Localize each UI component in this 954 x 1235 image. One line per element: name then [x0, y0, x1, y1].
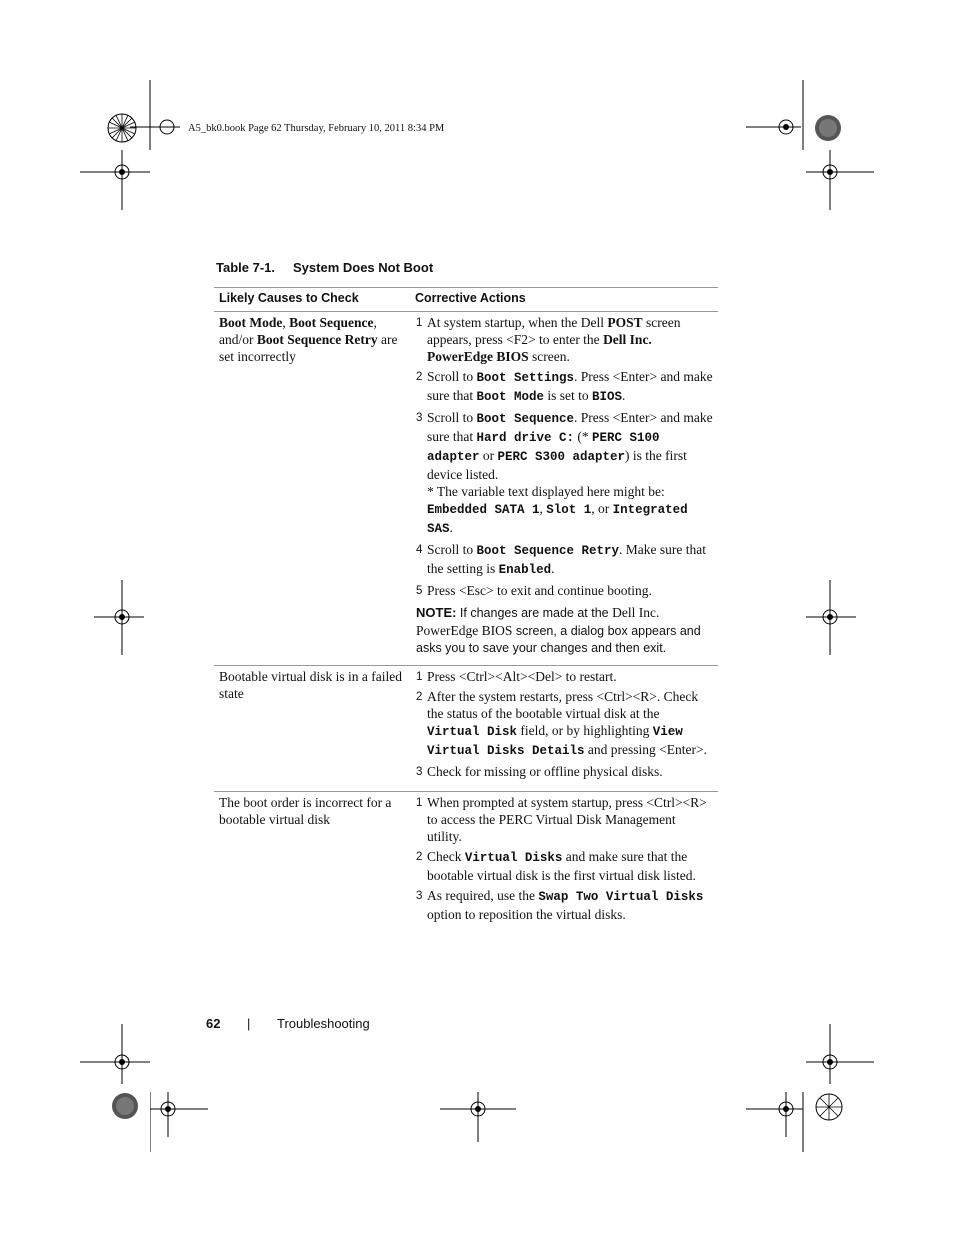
table-row — [214, 312, 718, 666]
step-code: Slot 1 — [546, 503, 592, 517]
step-text: Press <Ctrl><Alt><Del> to restart. — [427, 669, 617, 684]
step-number: 3 — [416, 766, 423, 778]
step-code: Boot Sequence Retry — [476, 544, 620, 558]
step-text: After the system restarts, press <Ctrl><R>. Check the status of the bootable virtual disk at the — [427, 689, 699, 721]
gray-disk-mark-bottom-left — [111, 1092, 139, 1120]
step-code: Virtual Disks — [464, 851, 563, 865]
actions-cell — [410, 792, 718, 935]
step-text: Check — [427, 849, 465, 864]
table-row — [214, 666, 718, 792]
table-caption — [216, 260, 433, 275]
cause-text: , and/or — [219, 315, 377, 347]
cause-cell: Bootable virtual disk is in a failed state — [214, 666, 410, 792]
step-number: 4 — [416, 544, 423, 556]
crosshair-mark-mid-left — [94, 580, 144, 655]
step-text: screen. — [528, 349, 570, 364]
step-text: Dell Inc. PowerEdge BIOS — [427, 332, 652, 364]
step-text: option to reposition the virtual disks. — [427, 907, 626, 922]
list-item — [416, 794, 713, 845]
print-header: A5_bk0.book Page 62 Thursday, February 10, 2011 8:34 PM — [188, 123, 445, 134]
step-number: 5 — [416, 585, 423, 597]
step-text: . — [551, 561, 555, 576]
cause-text: Boot Mode — [219, 315, 283, 330]
cause-text: , — [282, 315, 290, 330]
registration-mark-bottom-right — [746, 1092, 806, 1152]
registration-mark-bottom-left — [150, 1092, 210, 1152]
step-text: . — [449, 520, 453, 535]
step-number: 1 — [416, 317, 423, 329]
header-likely-causes: Likely Causes to Check — [214, 288, 410, 312]
crosshair-mark-mid-right — [806, 580, 856, 655]
step-text: and make sure that the bootable virtual disk is the first virtual disk listed. — [427, 849, 696, 883]
action-steps — [416, 794, 713, 923]
step-number: 1 — [416, 671, 423, 683]
step-text: . Press <Enter> and make sure that — [427, 410, 713, 444]
step-number: 1 — [416, 797, 423, 809]
step-text: ) is the first device listed. — [427, 448, 687, 482]
step-text: or — [479, 448, 498, 463]
note-text: Dell Inc. PowerEdge BIOS — [416, 605, 660, 638]
step-text: Scroll to — [427, 542, 477, 557]
action-steps — [416, 314, 713, 599]
crosshair-mark-bottom-center — [440, 1092, 516, 1142]
step-number: 3 — [416, 890, 423, 902]
step-code: Embedded SATA 1 — [427, 503, 540, 517]
cause-cell — [214, 312, 410, 666]
step-text: At system startup, when the Dell — [427, 315, 608, 330]
step-text: As required, use the — [427, 888, 539, 903]
step-code: View Virtual Disks Details — [427, 725, 683, 758]
step-code: Swap Two Virtual Disks — [538, 890, 704, 904]
list-item — [416, 848, 713, 884]
table-title: System Does Not Boot — [293, 260, 434, 275]
step-text: screen appears, press <F2> to enter the — [427, 315, 681, 347]
note-text: screen, a dialog box appears and asks you to save your changes and then exit. — [416, 624, 701, 655]
step-text: Press <Esc> to exit and continue booting. — [427, 583, 652, 598]
step-code: Enabled — [498, 563, 552, 577]
list-item — [416, 668, 713, 685]
step-code: BIOS — [592, 390, 623, 404]
list-item — [416, 541, 713, 579]
note-text: If changes are made at the — [456, 606, 613, 620]
step-text: . Press <Enter> and make sure that — [427, 369, 713, 403]
list-item — [416, 368, 713, 406]
starburst-mark-top-left — [106, 112, 138, 144]
step-number: 2 — [416, 691, 423, 703]
note-label: NOTE: — [416, 605, 457, 620]
table-row — [214, 792, 718, 935]
cause-text: Boot Sequence Retry — [256, 332, 378, 347]
step-text: Check for missing or offline physical disks. — [427, 764, 663, 779]
step-text: , or — [591, 501, 613, 516]
list-item — [416, 887, 713, 923]
step-text: (* — [574, 429, 593, 444]
table-header-row — [214, 288, 718, 312]
list-item — [416, 314, 713, 365]
crosshair-mark-bottom-left — [80, 1024, 150, 1084]
table-number: Table 7-1. — [216, 260, 276, 275]
step-code: PERC S300 adapter — [497, 450, 626, 464]
cause-text: Boot Sequence — [289, 315, 374, 330]
step-text: POST — [607, 315, 643, 330]
list-item — [416, 763, 713, 780]
actions-cell — [410, 666, 718, 792]
list-item — [416, 582, 713, 599]
step-number: 2 — [416, 371, 423, 383]
header-corrective-actions: Corrective Actions — [410, 288, 718, 312]
step-text: . Make sure that the setting is — [427, 542, 707, 576]
starburst-mark-bottom-right — [814, 1092, 844, 1122]
step-code: Virtual Disk — [427, 725, 518, 739]
step-text: Scroll to — [427, 410, 477, 425]
step-text: and pressing <Enter>. — [584, 742, 707, 757]
page-number: 62 — [206, 1016, 221, 1031]
step-code: Boot Sequence — [476, 412, 575, 426]
step-text: . — [622, 388, 626, 403]
step-text: When prompted at system startup, press <Ctrl><R> to access the PERC Virtual Disk Management utility. — [427, 795, 707, 844]
step-code: Integrated SAS — [427, 503, 688, 536]
step-text: * The variable text displayed here might be: — [427, 484, 665, 499]
footer-separator: | — [247, 1016, 251, 1031]
cause-cell: The boot order is incorrect for a bootable virtual disk — [219, 795, 392, 827]
crosshair-mark-bottom-right — [806, 1024, 876, 1084]
troubleshooting-table — [214, 287, 718, 934]
step-code: Boot Settings — [476, 371, 575, 385]
list-item — [416, 688, 713, 760]
step-text: Scroll to — [427, 369, 477, 384]
step-text: field, or by highlighting — [517, 723, 653, 738]
step-text: is set to — [544, 388, 593, 403]
actions-cell — [410, 312, 718, 666]
step-code: PERC S100 adapter — [427, 431, 660, 464]
note-box — [416, 604, 713, 657]
gray-disk-mark-top-right — [814, 114, 842, 142]
action-steps — [416, 668, 713, 780]
step-number: 3 — [416, 412, 423, 424]
registration-mark-top-right — [746, 80, 816, 150]
section-name: Troubleshooting — [277, 1016, 370, 1031]
crosshair-mark-top-left — [80, 150, 150, 210]
list-item — [416, 409, 713, 538]
cause-text: are set incorrectly — [219, 332, 398, 364]
crosshair-mark-top-right — [806, 150, 876, 210]
step-code: Hard drive C: — [476, 431, 575, 445]
step-text: , — [539, 501, 547, 516]
step-code: Boot Mode — [476, 390, 545, 404]
step-number: 2 — [416, 851, 423, 863]
